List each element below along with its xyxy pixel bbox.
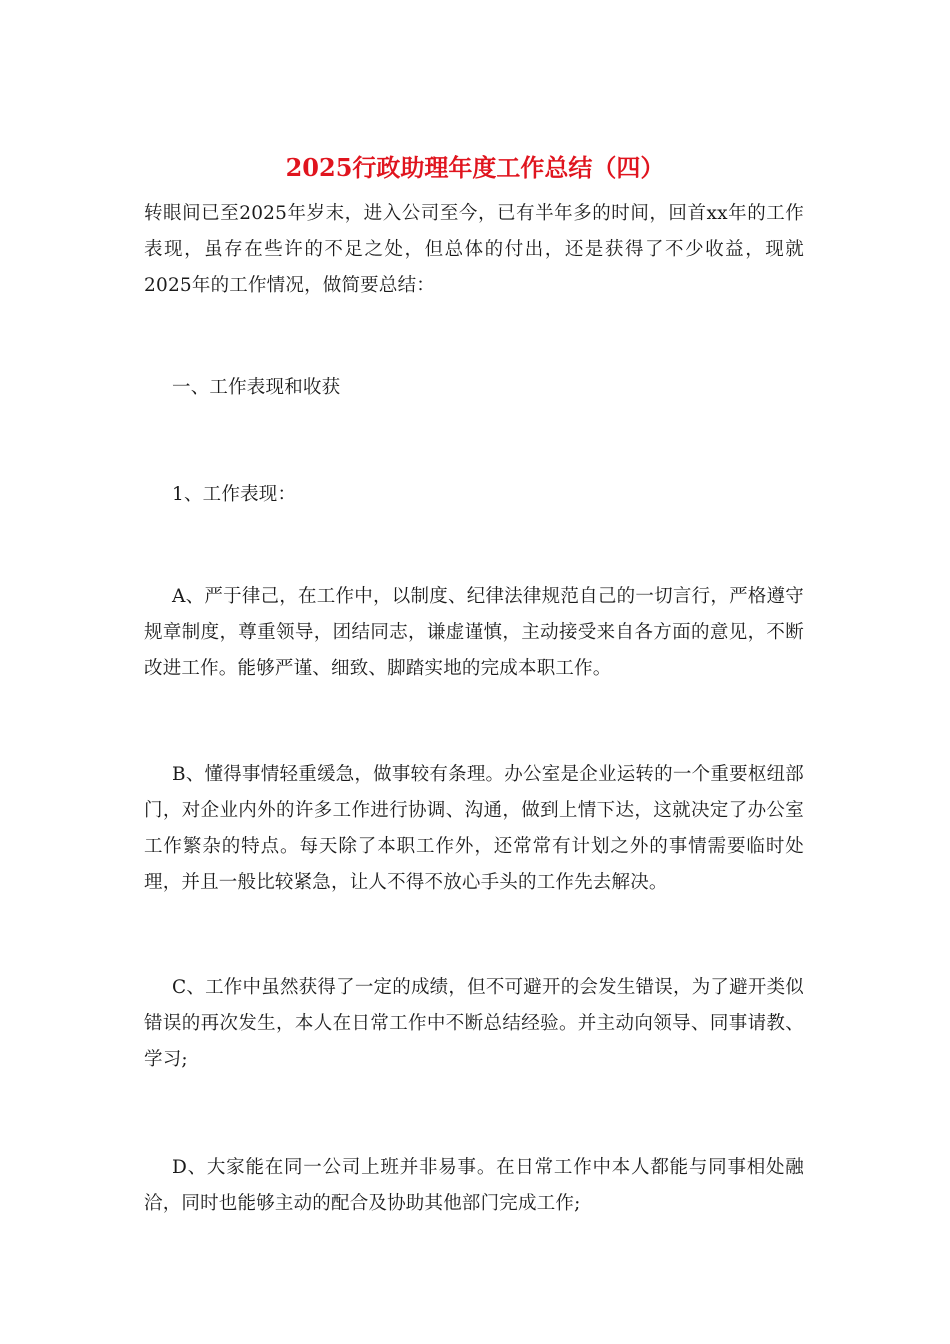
- paragraph-c: C、工作中虽然获得了一定的成绩，但不可避开的会发生错误，为了避开类似错误的再次发生，本人在日常工作中不断总结经验。并主动向领导、同事请教、学习;: [144, 977, 804, 1070]
- paragraph-a: A、严于律己，在工作中，以制度、纪律法律规范自己的一切言行，严格遵守规章制度，尊重领导，团结同志，谦虚谨慎，主动接受来自各方面的意见，不断改进工作。能够严谨、细致、脚踏实地的完成本职工作。: [144, 586, 804, 679]
- document-title: 2025行政助理年度工作总结（四）: [285, 153, 665, 182]
- section-heading: 一、工作表现和收获: [172, 377, 341, 398]
- intro-paragraph: 转眼间已至2025年岁末，进入公司至今，已有半年多的时间，回首xx年的工作表现，虽存在些许的不足之处，但总体的付出，还是获得了不少收益，现就2025年的工作情况，做简要总结：: [144, 203, 804, 296]
- paragraph-b: B、懂得事情轻重缓急，做事较有条理。办公室是企业运转的一个重要枢纽部门，对企业内外的许多工作进行协调、沟通，做到上情下达，这就决定了办公室工作繁杂的特点。每天除了本职工作外，还常常有计划之外的事情需要临时处理，并且一般比较紧急，让人不得不放心手头的工作先去解决。: [144, 764, 804, 893]
- paragraph-d: D、大家能在同一公司上班并非易事。在日常工作中本人都能与同事相处融洽，同时也能够主动的配合及协助其他部门完成工作;: [144, 1157, 804, 1214]
- subsection-heading: 1、工作表现：: [172, 484, 297, 505]
